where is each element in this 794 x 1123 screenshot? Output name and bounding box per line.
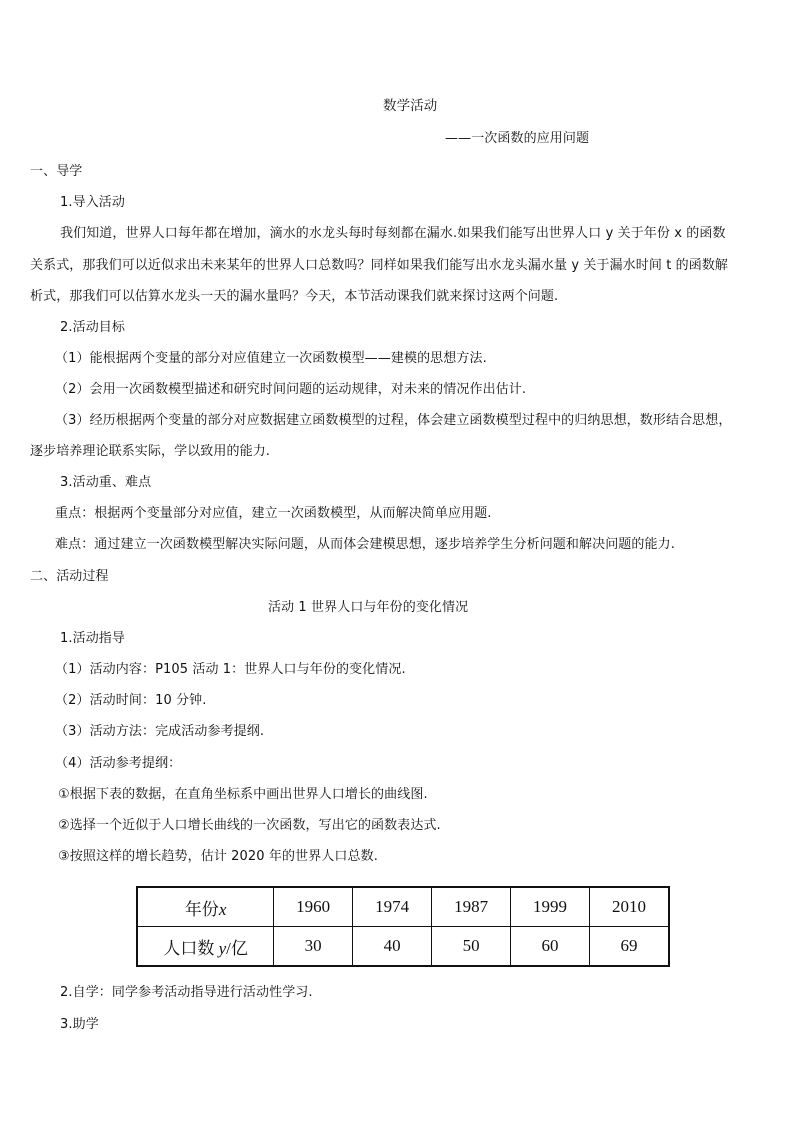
outline-item: ②选择一个近似于人口增长曲线的一次函数，写出它的函数表达式. bbox=[58, 818, 441, 833]
table-cell-population: 50 bbox=[432, 927, 511, 967]
guide-item: （3）活动方法：完成活动参考提纲. bbox=[55, 724, 265, 739]
population-table bbox=[136, 886, 670, 967]
guide-item: （1）活动内容：P105 活动 1：世界人口与年份的变化情况. bbox=[55, 662, 406, 677]
subheading-assist: 3.助学 bbox=[60, 1017, 99, 1032]
table-cell-population: 40 bbox=[353, 927, 432, 967]
table-row bbox=[137, 887, 669, 927]
table-cell-year: 1987 bbox=[432, 887, 511, 927]
table-cell-year: 2010 bbox=[590, 887, 670, 927]
goal-item: 逐步培养理论联系实际，学以致用的能力. bbox=[30, 444, 271, 459]
intro-paragraph-line: 关系式，那我们可以近似求出未来某年的世界人口总数吗？同样如果我们能写出水龙头漏水量 y 关于漏水时间 t 的函数解 bbox=[30, 258, 729, 273]
guide-item: （4）活动参考提纲： bbox=[55, 756, 182, 771]
subheading-intro-activity: 1.导入活动 bbox=[60, 195, 126, 210]
difficulty-text: 难点：通过建立一次函数模型解决实际问题，从而体会建模思想，逐步培养学生分析问题和解决问题的能力. bbox=[55, 537, 675, 552]
outline-item: ①根据下表的数据，在直角坐标系中画出世界人口增长的曲线图. bbox=[58, 787, 428, 802]
page-title: 数学活动 bbox=[383, 98, 438, 114]
section-heading-guide: 一、导学 bbox=[30, 164, 83, 179]
table-header-population bbox=[137, 927, 274, 967]
guide-item: （2）活动时间：10 分钟. bbox=[55, 693, 207, 708]
subheading-key-points: 3.活动重、难点 bbox=[60, 475, 152, 490]
goal-item: （1）能根据两个变量的部分对应值建立一次函数模型——建模的思想方法. bbox=[55, 351, 487, 366]
header-text: 人口数 bbox=[163, 938, 219, 958]
table-cell-population: 69 bbox=[590, 927, 670, 967]
self-study-text: 2.自学：同学参考活动指导进行活动性学习. bbox=[60, 985, 313, 1000]
table-cell-population: 60 bbox=[511, 927, 590, 967]
header-text: 年份 bbox=[184, 899, 219, 919]
table-cell-year: 1999 bbox=[511, 887, 590, 927]
table-header-year bbox=[137, 887, 274, 927]
table-row bbox=[137, 927, 669, 967]
variable-symbol: x bbox=[218, 899, 227, 919]
table-cell-year: 1974 bbox=[353, 887, 432, 927]
goal-item: （2）会用一次函数模型描述和研究时间问题的运动规律，对未来的情况作出估计. bbox=[55, 382, 527, 397]
header-unit: /亿 bbox=[226, 938, 248, 958]
table-cell-year: 1960 bbox=[274, 887, 353, 927]
subheading-activity-goals: 2.活动目标 bbox=[60, 320, 126, 335]
goal-item: （3）经历根据两个变量的部分对应数据建立函数模型的过程，体会建立函数模型过程中的归纳思想，数形结合思想， bbox=[55, 413, 732, 428]
intro-paragraph-line: 我们知道，世界人口每年都在增加，滴水的水龙头每时每刻都在漏水.如果我们能写出世界人口 y 关于年份 x 的函数 bbox=[60, 226, 726, 241]
section-heading-process: 二、活动过程 bbox=[30, 569, 109, 584]
table-cell-population: 30 bbox=[274, 927, 353, 967]
intro-paragraph-line: 析式，那我们可以估算水龙头一天的漏水量吗？今天，本节活动课我们就来探讨这两个问题. bbox=[30, 289, 559, 304]
page-subtitle: ——一次函数的应用问题 bbox=[445, 131, 590, 146]
outline-item: ③按照这样的增长趋势，估计 2020 年的世界人口总数. bbox=[58, 849, 378, 864]
key-point-text: 重点：根据两个变量部分对应值，建立一次函数模型，从而解决简单应用题. bbox=[55, 506, 492, 521]
subheading-activity-guide: 1.活动指导 bbox=[60, 631, 126, 646]
variable-symbol: y bbox=[218, 938, 227, 958]
activity-title: 活动 1 世界人口与年份的变化情况 bbox=[268, 600, 469, 615]
